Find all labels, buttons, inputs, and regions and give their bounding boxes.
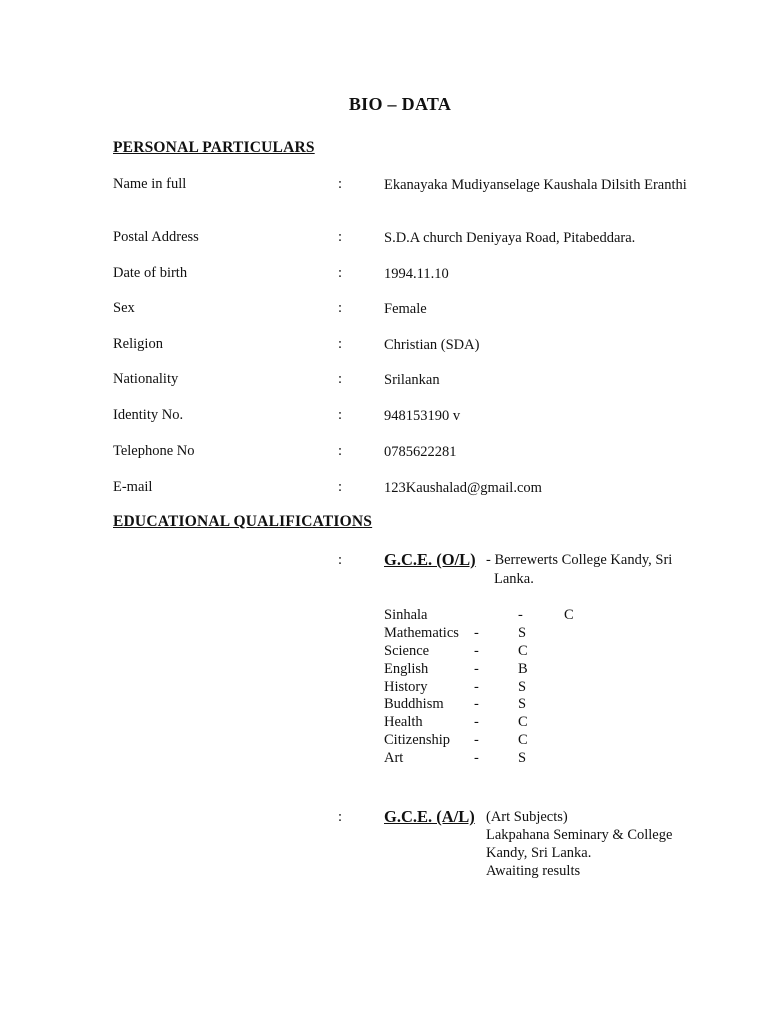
subject-name: Art [384,750,404,766]
subject-grade: S [518,625,527,641]
subject-grade: S [518,679,527,695]
row-value: 123Kaushalad@gmail.com [384,480,542,496]
row-colon: : [338,371,343,387]
al-result: Awaiting results [486,863,581,879]
row-label: Identity No. [113,407,184,423]
row-colon: : [338,300,343,316]
row-value: Christian (SDA) [384,337,480,353]
educational-qualifications-heading: EDUCATIONAL QUALIFICATIONS [113,513,373,530]
subject-name: English [384,661,429,677]
subject-name: Health [384,714,423,730]
subject-grade: C [518,643,528,659]
ol-colon: : [338,552,343,568]
al-colon: : [338,809,343,825]
subject-dash: - [474,696,479,712]
subject-grade: C [518,732,528,748]
row-colon: : [338,479,343,495]
document-title: BIO – DATA [348,94,452,114]
row-label: Date of birth [113,265,188,281]
row-colon: : [338,336,343,352]
row-label: Nationality [113,371,179,387]
subject-dash: - [474,732,479,748]
row-colon: : [338,443,343,459]
subject-dash: - [474,625,479,641]
subject-dash: - [518,607,523,623]
row-colon: : [338,176,343,192]
row-value: Srilankan [384,372,440,388]
row-colon: : [338,229,343,245]
al-stream: (Art Subjects) [486,809,568,825]
subject-dash: - [474,643,479,659]
al-school-line1: Lakpahana Seminary & College [486,827,673,843]
row-value: S.D.A church Deniyaya Road, Pitabeddara. [384,230,636,246]
row-value: 0785622281 [384,444,457,460]
subject-name: Sinhala [384,607,428,623]
row-label: Name in full [113,176,187,192]
al-exam-title: G.C.E. (A/L) [384,807,475,826]
subject-dash: - [474,714,479,730]
personal-particulars-heading: PERSONAL PARTICULARS [113,139,315,156]
subject-grade: S [518,696,527,712]
row-label: Sex [113,300,135,316]
subject-grade: C [564,607,574,623]
al-school-line2: Kandy, Sri Lanka. [486,845,592,861]
ol-exam-title: G.C.E. (O/L) [384,550,476,569]
row-label: Religion [113,336,163,352]
subject-grade: C [518,714,528,730]
subject-name: Citizenship [384,732,451,748]
subject-name: History [384,679,428,695]
subject-name: Mathematics [384,625,459,641]
row-label: Telephone No [113,443,195,459]
subject-name: Buddhism [384,696,444,712]
subject-grade: S [518,750,527,766]
subject-dash: - [474,679,479,695]
ol-school-line1: - Berrewerts College Kandy, Sri [486,552,673,568]
ol-school-line2: Lanka. [494,571,534,587]
row-value: 1994.11.10 [384,266,449,282]
row-value: 948153190 v [384,408,461,424]
row-colon: : [338,265,343,281]
subject-name: Science [384,643,430,659]
row-label: Postal Address [113,229,199,245]
row-value: Female [384,301,427,317]
row-colon: : [338,407,343,423]
subject-dash: - [474,661,479,677]
subject-grade: B [518,661,528,677]
row-value: Ekanayaka Mudiyanselage Kaushala Dilsith Eranthi [384,177,687,193]
row-label: E-mail [113,479,153,495]
subject-dash: - [474,750,479,766]
